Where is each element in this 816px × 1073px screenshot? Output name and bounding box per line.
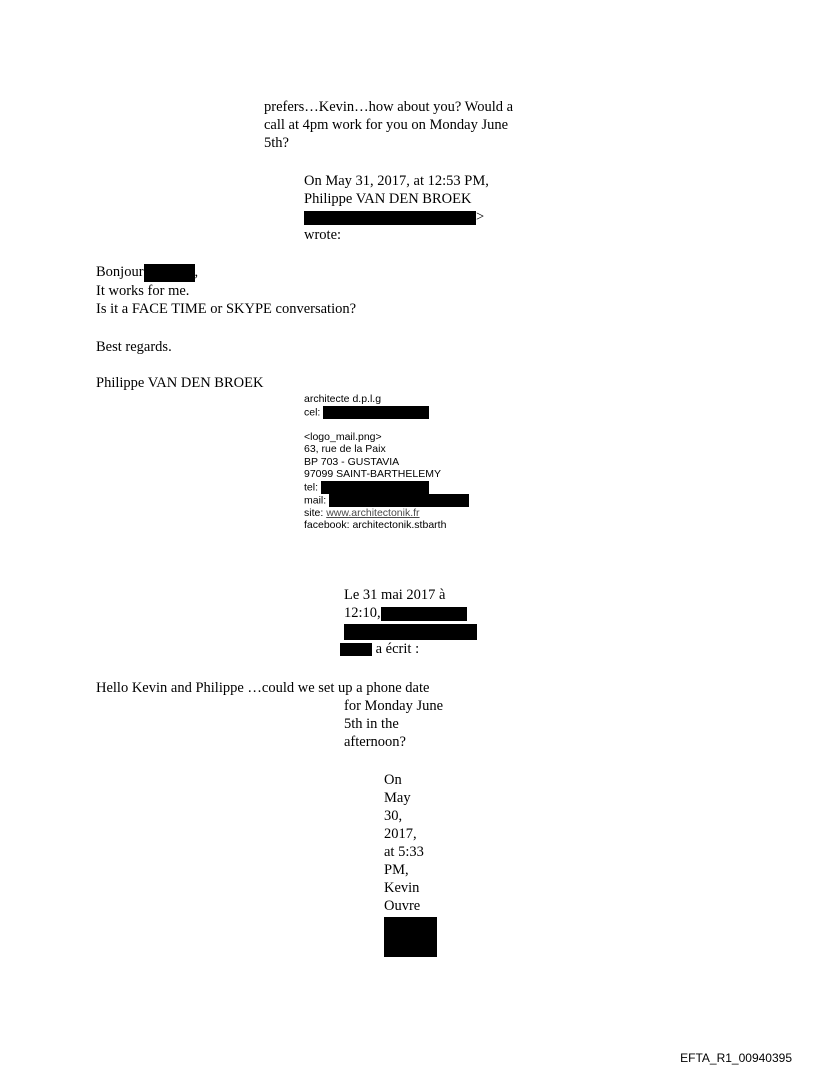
text-line: It works for me. [96,282,190,299]
redaction-box [384,917,437,957]
signature-cel: cel: [304,406,469,419]
redaction-box [329,494,469,507]
greeting-line: Bonjour , [96,264,199,280]
redaction-box [321,481,429,494]
address-line: 97099 SAINT-BARTHELEMY [304,468,441,480]
quote-header-narrow [384,771,437,957]
text-line: wrote: [304,227,342,243]
logo-placeholder: <logo_mail.png> [304,430,382,443]
text-line: 5th in the [344,716,399,732]
email-signature [304,393,469,532]
message-paragraph [344,697,443,751]
text-line: May [384,790,411,806]
signature-title: architecte d.p.l.g [304,393,382,405]
message-paragraph [264,98,513,152]
text-line: 5th? [264,135,289,151]
redaction-box [304,211,476,225]
signature-mail: mail: [304,494,469,507]
signature-facebook: facebook: architectonik.stbarth [304,519,447,531]
text-line: Ouvre [384,898,421,914]
address-line: BP 703 - GUSTAVIA [304,455,400,468]
text-line: PM, [384,862,409,878]
redaction-box [344,624,477,640]
redaction-box [381,607,467,621]
text-line: On May 31, 2017, at 12:53 PM, [304,173,489,189]
closing: Best regards. [96,339,172,355]
site-link[interactable]: www.architectonik.fr [326,506,420,519]
signature-site: site: www.architectonik.fr [304,506,420,519]
text-line: Le 31 mai 2017 à [344,587,446,603]
quote-header [304,172,489,244]
redaction-box [323,406,429,419]
text-line: 30, [384,808,403,824]
document-id: EFTA_R1_00940395 [680,1051,792,1065]
redaction-box [144,264,195,282]
text-line [344,622,477,640]
text-line: a écrit : [340,640,477,658]
text-line: afternoon? [344,734,406,750]
text-line: > [304,208,489,226]
signature-tel: tel: [304,481,469,494]
text-line: Is it a FACE TIME or SKYPE conversation? [96,300,357,317]
text-line: Philippe VAN DEN BROEK [304,191,472,207]
quote-header [344,586,477,658]
message-line: Hello Kevin and Philippe …could we set up a phone date [96,680,430,696]
sender-name: Philippe VAN DEN BROEK [96,375,264,391]
redaction-box [340,643,372,656]
address-line: 63, rue de la Paix [304,443,386,455]
text-line: call at 4pm work for you on Monday June [264,117,509,133]
text-line: 2017, [384,826,417,842]
text-line: for Monday June [344,698,444,714]
text-line: 12:10, [344,604,477,622]
text-line: Kevin [384,880,420,896]
reply-body [96,263,356,318]
text-line: prefers…Kevin…how about you? Would a [264,99,514,115]
text-line: On [384,772,402,788]
text-line: at 5:33 [384,844,424,860]
